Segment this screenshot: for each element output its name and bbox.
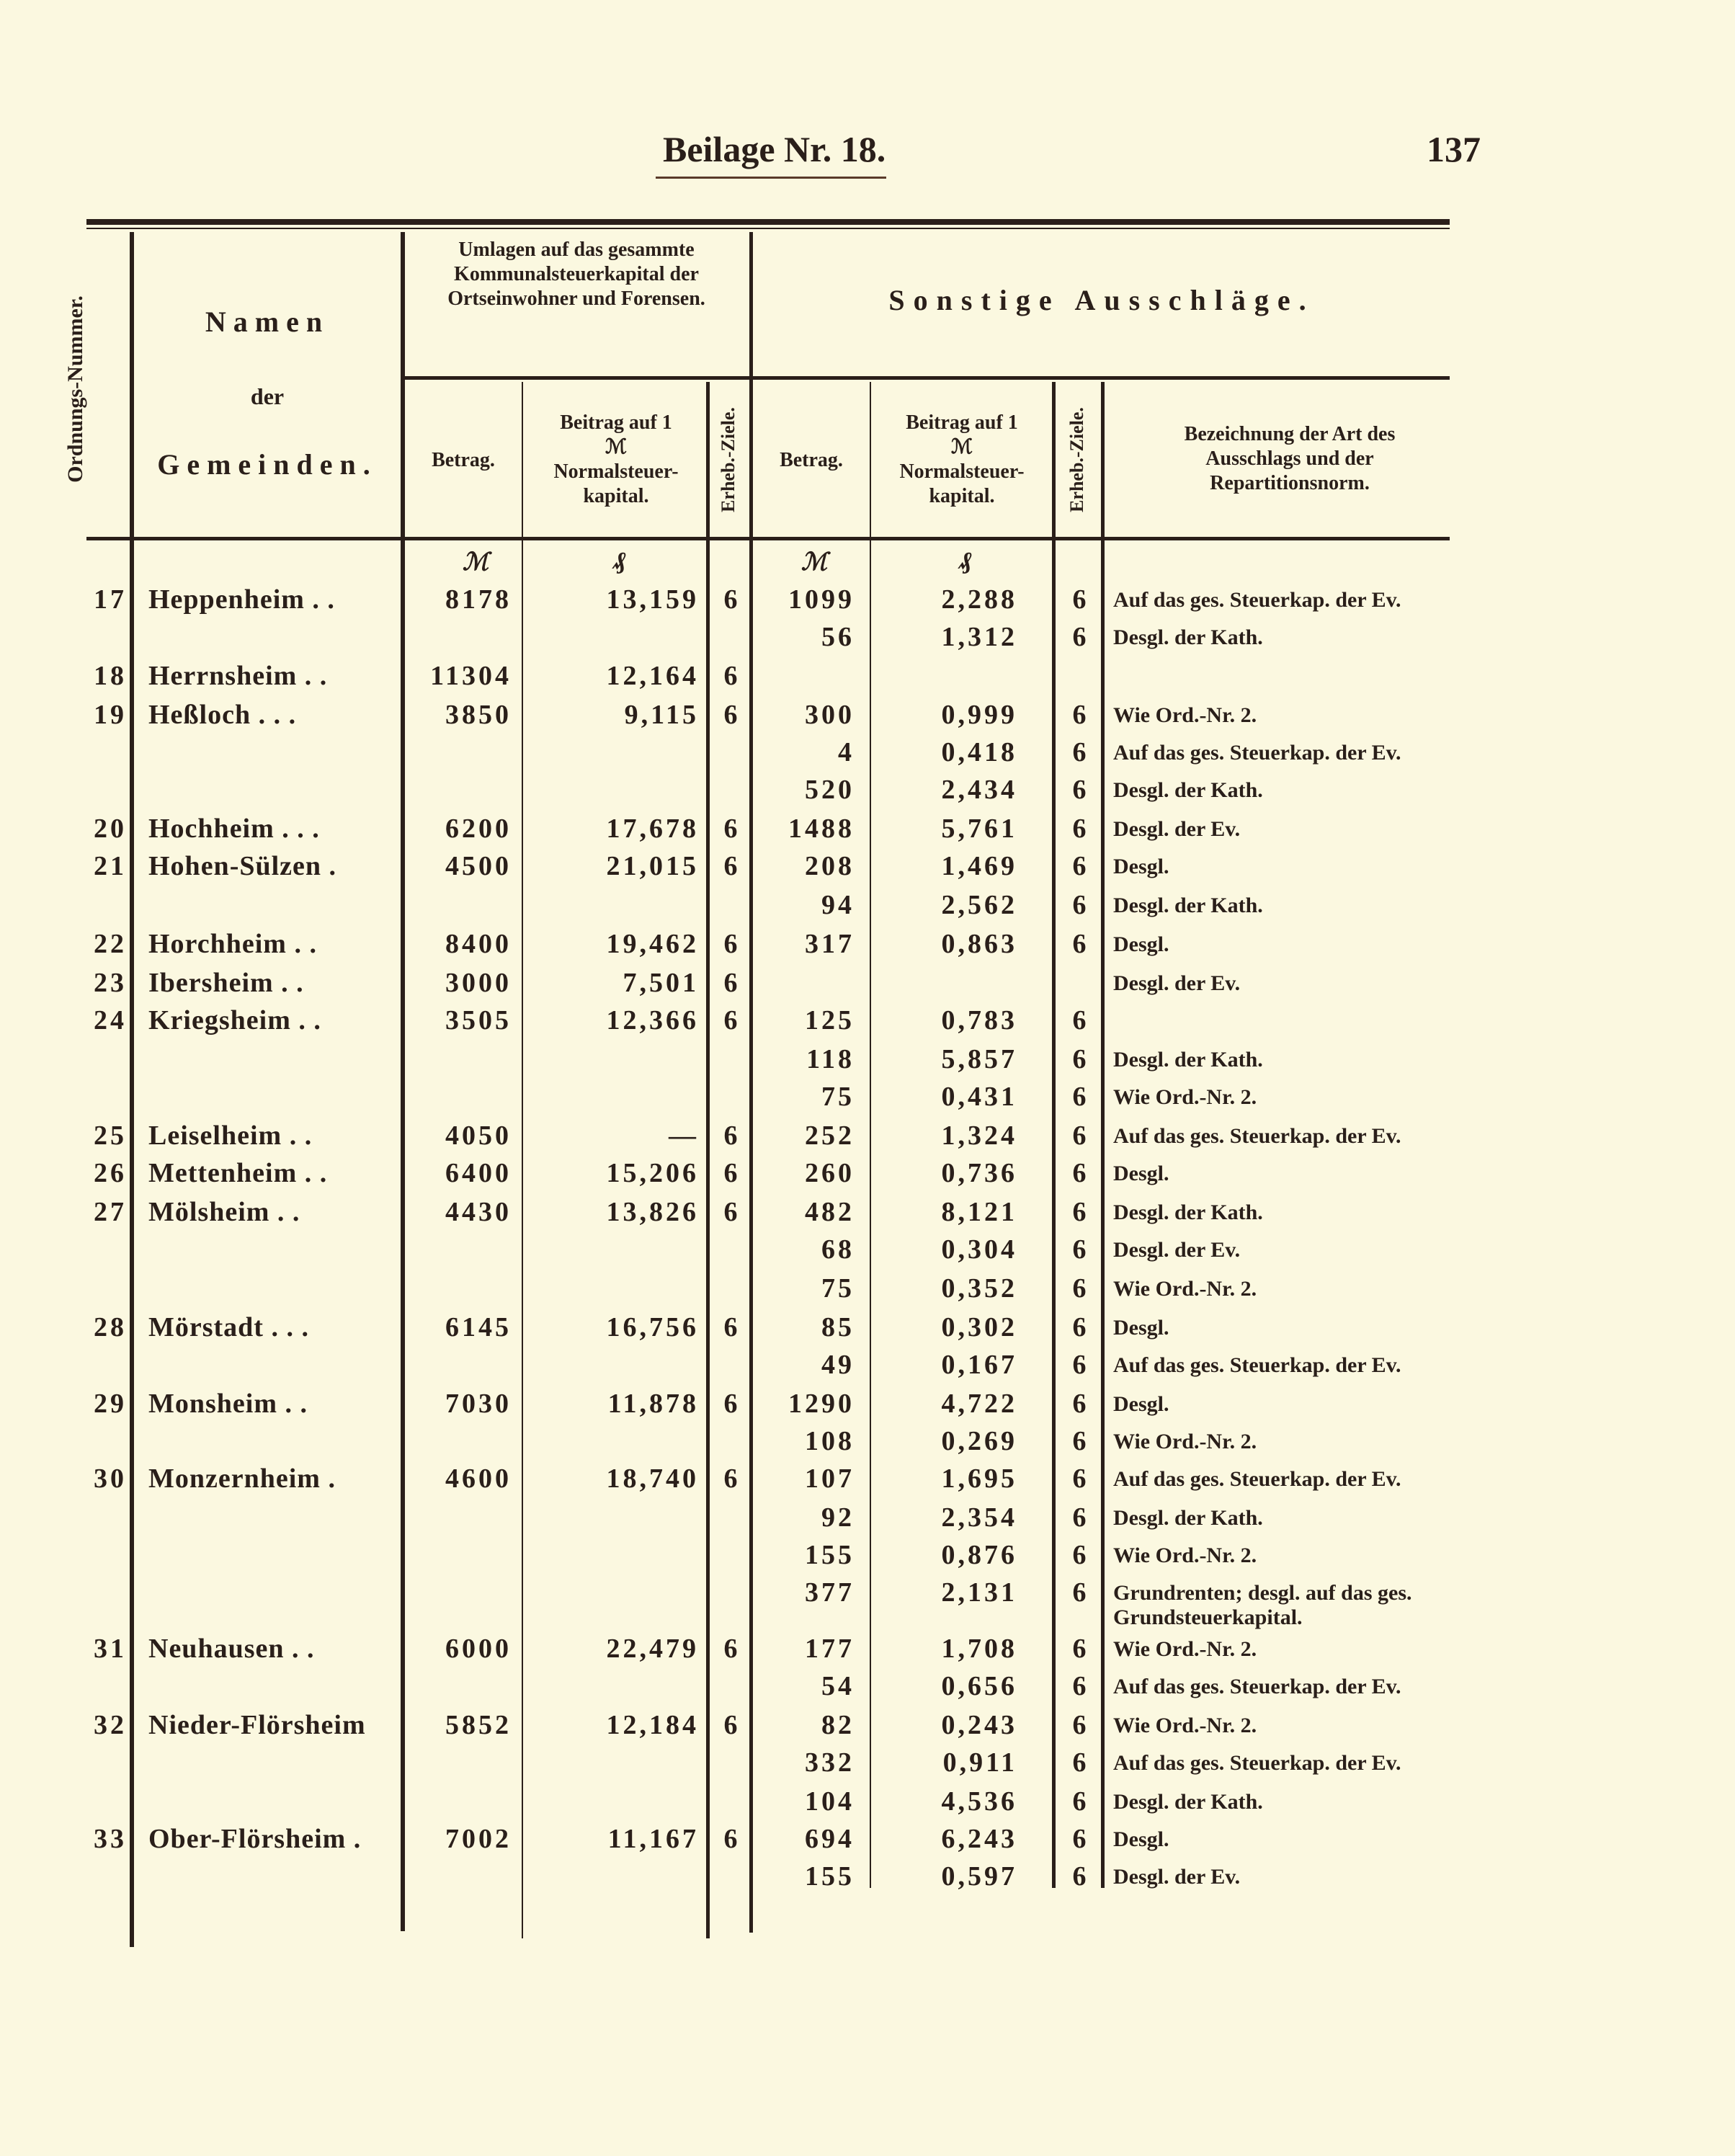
description: Wie Ord.-Nr. 2.	[1113, 1714, 1257, 1737]
sonstige-betrag: 252	[805, 1121, 855, 1151]
description: Wie Ord.-Nr. 2.	[1113, 1085, 1257, 1109]
description: Wie Ord.-Nr. 2.	[1113, 1277, 1257, 1301]
description: Desgl. der Ev.	[1113, 817, 1241, 841]
umlage-betrag: 4600	[445, 1464, 512, 1494]
sonstige-beitrag: 0,167	[941, 1350, 1017, 1380]
sonstige-beitrag: 6,243	[941, 1824, 1017, 1854]
description: Desgl. der Kath.	[1113, 1200, 1263, 1224]
sonstige-erheb-ziele: 6	[1072, 1577, 1087, 1608]
sonstige-erheb-ziele: 6	[1072, 775, 1087, 805]
col-line-betrag	[522, 382, 523, 1938]
description: Auf das ges. Steuerkap. der Ev.	[1113, 1675, 1401, 1698]
col-line-nr	[130, 232, 134, 1947]
sonstige-betrag: 118	[806, 1044, 855, 1074]
municipality-name: Leiselheim . .	[148, 1121, 313, 1151]
municipality-name: Heppenheim . .	[148, 584, 335, 615]
description: Wie Ord.-Nr. 2.	[1113, 1544, 1257, 1567]
sonstige-betrag: 1488	[788, 814, 855, 844]
description: Auf das ges. Steuerkap. der Ev.	[1113, 741, 1401, 765]
sonstige-erheb-ziele: 6	[1072, 1540, 1087, 1570]
row-number: 33	[94, 1824, 127, 1854]
umlage-betrag: 4050	[445, 1121, 512, 1151]
sonstige-betrag: 482	[805, 1197, 855, 1227]
sonstige-beitrag: 0,783	[941, 1005, 1017, 1035]
municipality-name: Monzernheim .	[148, 1464, 336, 1494]
sonstige-beitrag: 0,597	[941, 1861, 1017, 1892]
row-number: 21	[94, 851, 127, 881]
sonstige-betrag: 75	[821, 1273, 855, 1304]
sonstige-betrag: 94	[821, 890, 855, 920]
sonstige-betrag: 82	[821, 1710, 855, 1740]
sonstige-erheb-ziele: 6	[1072, 584, 1087, 615]
sonstige-beitrag: 1,469	[941, 851, 1017, 881]
sonstige-betrag: 92	[821, 1502, 855, 1533]
municipality-name: Herrnsheim . .	[148, 661, 328, 691]
sonstige-beitrag: 1,312	[941, 622, 1017, 652]
umlage-erheb-ziele: 6	[723, 661, 738, 691]
sonstige-erheb-ziele: 6	[1072, 1861, 1087, 1892]
umlage-erheb-ziele: 6	[723, 584, 738, 615]
sonstige-beitrag: 0,431	[941, 1082, 1017, 1112]
sonstige-beitrag: 0,302	[941, 1312, 1017, 1342]
row-number: 30	[94, 1464, 127, 1494]
sonstige-erheb-ziele: 6	[1072, 1389, 1087, 1419]
row-number: 31	[94, 1634, 127, 1664]
sonstige-beitrag: 0,999	[941, 700, 1017, 730]
sonstige-betrag: 56	[821, 622, 855, 652]
umlage-betrag: 3850	[445, 700, 512, 730]
description: Desgl. der Ev.	[1113, 1865, 1241, 1889]
sonstige-betrag: 155	[805, 1540, 855, 1570]
sonstige-betrag: 4	[838, 737, 855, 767]
sonstige-beitrag: 4,722	[941, 1389, 1017, 1419]
description: Desgl. der Kath.	[1113, 894, 1263, 917]
sonstige-beitrag: 1,708	[941, 1634, 1017, 1664]
umlage-erheb-ziele: 6	[723, 1389, 738, 1419]
header-erheb-ziele: Erheb.-Ziele.	[718, 407, 739, 512]
umlage-beitrag: 17,678	[606, 814, 699, 844]
page-number: 137	[1427, 129, 1481, 169]
sonstige-betrag: 1290	[788, 1389, 855, 1419]
sonstige-beitrag: 0,863	[941, 929, 1017, 959]
municipality-name: Mörstadt . . .	[148, 1312, 309, 1342]
municipality-name: Mettenheim . .	[148, 1158, 328, 1188]
sonstige-erheb-ziele: 6	[1072, 1824, 1087, 1854]
sonstige-erheb-ziele: 6	[1072, 1158, 1087, 1188]
sonstige-betrag: 107	[805, 1464, 855, 1494]
umlage-betrag: 4430	[445, 1197, 512, 1227]
sonstige-erheb-ziele: 6	[1072, 1312, 1087, 1342]
sonstige-beitrag: 0,269	[941, 1426, 1017, 1456]
umlage-betrag: 6000	[445, 1634, 512, 1664]
row-number: 22	[94, 929, 127, 959]
header-s-erheb-ziele: Erheb.-Ziele.	[1066, 407, 1087, 512]
umlage-beitrag: 7,501	[623, 968, 699, 998]
umlage-erheb-ziele: 6	[723, 1312, 738, 1342]
header-umlagen-group: Umlagen auf das gesammte Kommunalsteuerkapital der Ortseinwohner und Forensen.	[447, 239, 705, 310]
umlage-betrag: 4500	[445, 851, 512, 881]
sonstige-beitrag: 0,243	[941, 1710, 1017, 1740]
umlage-betrag: 5852	[445, 1710, 512, 1740]
umlage-beitrag: 22,479	[606, 1634, 699, 1664]
umlage-erheb-ziele: 6	[723, 1158, 738, 1188]
sonstige-betrag: 260	[805, 1158, 855, 1188]
sonstige-beitrag: 5,761	[941, 814, 1017, 844]
sonstige-beitrag: 4,536	[941, 1786, 1017, 1817]
umlage-beitrag: 19,462	[606, 929, 699, 959]
sonstige-betrag: 694	[805, 1824, 855, 1854]
umlage-betrag: 3505	[445, 1005, 512, 1035]
sonstige-beitrag: 0,418	[941, 737, 1017, 767]
col-line-s-beitrag	[1052, 382, 1056, 1888]
unit-pfennig-2: ₰	[959, 548, 972, 574]
municipality-name: Horchheim . .	[148, 929, 317, 959]
umlage-erheb-ziele: 6	[723, 1197, 738, 1227]
title-underline	[656, 177, 886, 179]
row-number: 19	[94, 700, 127, 730]
sonstige-betrag: 317	[805, 929, 855, 959]
umlage-beitrag: 11,878	[607, 1389, 699, 1419]
description: Desgl.	[1113, 1827, 1169, 1851]
sonstige-betrag: 208	[805, 851, 855, 881]
description: Desgl.	[1113, 855, 1169, 878]
umlage-betrag: 7002	[445, 1824, 512, 1854]
sonstige-erheb-ziele: 6	[1072, 890, 1087, 920]
description: Wie Ord.-Nr. 2.	[1113, 1637, 1257, 1661]
sonstige-beitrag: 0,304	[941, 1234, 1017, 1265]
umlage-erheb-ziele: 6	[723, 1824, 738, 1854]
description: Desgl. der Kath.	[1113, 1506, 1263, 1530]
umlage-beitrag: 12,164	[606, 661, 699, 691]
col-line-name	[401, 232, 405, 1931]
umlage-erheb-ziele: 6	[723, 1121, 738, 1151]
header-sonstige-group: Sonstige Ausschläge.	[888, 284, 1315, 316]
description: Desgl. der Ev.	[1113, 1238, 1241, 1262]
sonstige-erheb-ziele: 6	[1072, 814, 1087, 844]
sonstige-betrag: 75	[821, 1082, 855, 1112]
sonstige-erheb-ziele: 6	[1072, 1502, 1087, 1533]
sonstige-erheb-ziele: 6	[1072, 929, 1087, 959]
description: Desgl. der Kath.	[1113, 1048, 1263, 1072]
unit-mark: ℳ	[462, 549, 489, 576]
header-betrag: Betrag.	[432, 449, 495, 471]
umlage-betrag: 7030	[445, 1389, 512, 1419]
row-number: 23	[94, 968, 127, 998]
row-number: 24	[94, 1005, 127, 1035]
umlage-beitrag: 15,206	[606, 1158, 699, 1188]
sonstige-betrag: 68	[821, 1234, 855, 1265]
umlage-betrag: 6145	[445, 1312, 512, 1342]
municipality-name: Neuhausen . .	[148, 1634, 315, 1664]
description: Desgl. der Kath.	[1113, 1790, 1263, 1814]
sonstige-beitrag: 0,876	[941, 1540, 1017, 1570]
col-line-ziele	[749, 232, 753, 1933]
header-s-betrag: Betrag.	[780, 449, 843, 471]
row-number: 29	[94, 1389, 127, 1419]
sonstige-betrag: 85	[821, 1312, 855, 1342]
sonstige-beitrag: 0,656	[941, 1671, 1017, 1701]
description: Desgl.	[1113, 1162, 1169, 1185]
description: Desgl. der Kath.	[1113, 778, 1263, 802]
sonstige-erheb-ziele: 6	[1072, 1082, 1087, 1112]
top-rule-thick	[86, 219, 1450, 225]
municipality-name: Hohen-Sülzen .	[148, 851, 337, 881]
sonstige-betrag: 377	[805, 1577, 855, 1608]
municipality-name: Heßloch . . .	[148, 700, 297, 730]
header-namen: Namen	[205, 306, 330, 338]
sonstige-beitrag: 2,354	[941, 1502, 1017, 1533]
umlage-beitrag: 11,167	[607, 1824, 699, 1854]
umlage-beitrag: 16,756	[606, 1312, 699, 1342]
header-bottom-rule	[86, 537, 1450, 540]
description: Desgl.	[1113, 932, 1169, 956]
row-number: 17	[94, 584, 127, 615]
umlage-erheb-ziele: 6	[723, 1464, 738, 1494]
sonstige-erheb-ziele: 6	[1072, 1710, 1087, 1740]
umlage-erheb-ziele: 6	[723, 700, 738, 730]
umlage-erheb-ziele: 6	[723, 968, 738, 998]
description: Auf das ges. Steuerkap. der Ev.	[1113, 1751, 1401, 1775]
page-title: Beilage Nr. 18.	[663, 129, 886, 169]
umlage-beitrag: —	[669, 1121, 699, 1151]
sonstige-beitrag: 2,434	[941, 775, 1017, 805]
header-beitrag: Beitrag auf 1 ℳ Normalsteuer-kapital.	[553, 411, 679, 507]
sonstige-betrag: 54	[821, 1671, 855, 1701]
header-der: der	[250, 383, 285, 409]
description: Desgl. der Kath.	[1113, 625, 1263, 649]
sonstige-beitrag: 2,288	[941, 584, 1017, 615]
sonstige-betrag: 300	[805, 700, 855, 730]
sonstige-erheb-ziele: 6	[1072, 1634, 1087, 1664]
header-s-beitrag: Beitrag auf 1 ℳ Normalsteuer-kapital.	[899, 411, 1025, 507]
sonstige-beitrag: 2,131	[941, 1577, 1017, 1608]
sonstige-betrag: 155	[805, 1861, 855, 1892]
row-number: 18	[94, 661, 127, 691]
sonstige-betrag: 520	[805, 775, 855, 805]
umlage-betrag: 3000	[445, 968, 512, 998]
sonstige-erheb-ziele: 6	[1072, 1350, 1087, 1380]
col-line-s-ziele	[1101, 382, 1105, 1888]
row-number: 26	[94, 1158, 127, 1188]
col-line-beitrag	[706, 382, 710, 1938]
sonstige-erheb-ziele: 6	[1072, 1234, 1087, 1265]
umlage-erheb-ziele: 6	[723, 1710, 738, 1740]
umlage-beitrag: 12,366	[606, 1005, 699, 1035]
sonstige-beitrag: 0,736	[941, 1158, 1017, 1188]
sonstige-erheb-ziele: 6	[1072, 1747, 1087, 1778]
sonstige-beitrag: 0,911	[942, 1747, 1017, 1778]
description: Auf das ges. Steuerkap. der Ev.	[1113, 1467, 1401, 1491]
sonstige-erheb-ziele: 6	[1072, 1671, 1087, 1701]
sonstige-betrag: 104	[805, 1786, 855, 1817]
description: Desgl.	[1113, 1316, 1169, 1340]
unit-pfennig: ₰	[613, 548, 626, 574]
umlage-erheb-ziele: 6	[723, 1005, 738, 1035]
sonstige-beitrag: 0,352	[941, 1273, 1017, 1304]
col-line-s-betrag	[870, 382, 871, 1888]
description: Desgl. der Ev.	[1113, 971, 1241, 995]
top-rule-thin	[86, 228, 1450, 229]
municipality-name: Hochheim . . .	[148, 814, 320, 844]
umlage-erheb-ziele: 6	[723, 851, 738, 881]
sonstige-beitrag: 2,562	[941, 890, 1017, 920]
row-number: 25	[94, 1121, 127, 1151]
sonstige-beitrag: 5,857	[941, 1044, 1017, 1074]
umlage-beitrag: 13,159	[606, 584, 699, 615]
umlage-beitrag: 21,015	[606, 851, 699, 881]
sonstige-erheb-ziele: 6	[1072, 1005, 1087, 1035]
sonstige-betrag: 177	[805, 1634, 855, 1664]
umlage-betrag: 8400	[445, 929, 512, 959]
municipality-name: Nieder-Flörsheim	[148, 1710, 366, 1740]
umlage-beitrag: 12,184	[606, 1710, 699, 1740]
description: Desgl.	[1113, 1392, 1169, 1416]
sonstige-beitrag: 1,324	[941, 1121, 1017, 1151]
municipality-name: Ober-Flörsheim .	[148, 1824, 362, 1854]
description: Wie Ord.-Nr. 2.	[1113, 703, 1257, 727]
header-ordnungs-nummer: Ordnungs-Nummer.	[63, 295, 87, 483]
row-number: 28	[94, 1312, 127, 1342]
municipality-name: Monsheim . .	[148, 1389, 308, 1419]
description: Wie Ord.-Nr. 2.	[1113, 1430, 1257, 1453]
sonstige-beitrag: 1,695	[941, 1464, 1017, 1494]
municipality-name: Ibersheim . .	[148, 968, 304, 998]
group-header-rule	[402, 376, 1450, 380]
row-number: 32	[94, 1710, 127, 1740]
umlage-beitrag: 18,740	[606, 1464, 699, 1494]
sonstige-erheb-ziele: 6	[1072, 1121, 1087, 1151]
sonstige-beitrag: 8,121	[941, 1197, 1017, 1227]
municipality-name: Mölsheim . .	[148, 1197, 300, 1227]
umlage-betrag: 6200	[445, 814, 512, 844]
header-bezeichnung: Bezeichnung der Art des Ausschlags und der Repartitionsnorm.	[1184, 423, 1396, 494]
umlage-erheb-ziele: 6	[723, 929, 738, 959]
description: Grundrenten; desgl. auf das ges. Grundsteuerkapital.	[1113, 1581, 1412, 1629]
umlage-betrag: 6400	[445, 1158, 512, 1188]
umlage-beitrag: 9,115	[624, 700, 699, 730]
description: Auf das ges. Steuerkap. der Ev.	[1113, 588, 1401, 612]
sonstige-betrag: 332	[805, 1747, 855, 1778]
sonstige-erheb-ziele: 6	[1072, 1786, 1087, 1817]
row-number: 27	[94, 1197, 127, 1227]
row-number: 20	[94, 814, 127, 844]
sonstige-betrag: 125	[805, 1005, 855, 1035]
umlage-betrag: 8178	[445, 584, 512, 615]
unit-mark-2: ℳ	[800, 549, 828, 576]
umlage-erheb-ziele: 6	[723, 814, 738, 844]
sonstige-betrag: 108	[805, 1426, 855, 1456]
sonstige-erheb-ziele: 6	[1072, 1197, 1087, 1227]
sonstige-erheb-ziele: 6	[1072, 737, 1087, 767]
sonstige-erheb-ziele: 6	[1072, 1426, 1087, 1456]
umlage-beitrag: 13,826	[606, 1197, 699, 1227]
umlage-betrag: 11304	[430, 661, 512, 691]
umlage-erheb-ziele: 6	[723, 1634, 738, 1664]
description: Auf das ges. Steuerkap. der Ev.	[1113, 1124, 1401, 1148]
sonstige-erheb-ziele: 6	[1072, 622, 1087, 652]
sonstige-erheb-ziele: 6	[1072, 700, 1087, 730]
description: Auf das ges. Steuerkap. der Ev.	[1113, 1353, 1401, 1377]
sonstige-betrag: 1099	[788, 584, 855, 615]
municipality-name: Kriegsheim . .	[148, 1005, 321, 1035]
header-gemeinden: Gemeinden.	[157, 448, 378, 481]
sonstige-betrag: 49	[821, 1350, 855, 1380]
sonstige-erheb-ziele: 6	[1072, 851, 1087, 881]
sonstige-erheb-ziele: 6	[1072, 1273, 1087, 1304]
sonstige-erheb-ziele: 6	[1072, 1044, 1087, 1074]
sonstige-erheb-ziele: 6	[1072, 1464, 1087, 1494]
